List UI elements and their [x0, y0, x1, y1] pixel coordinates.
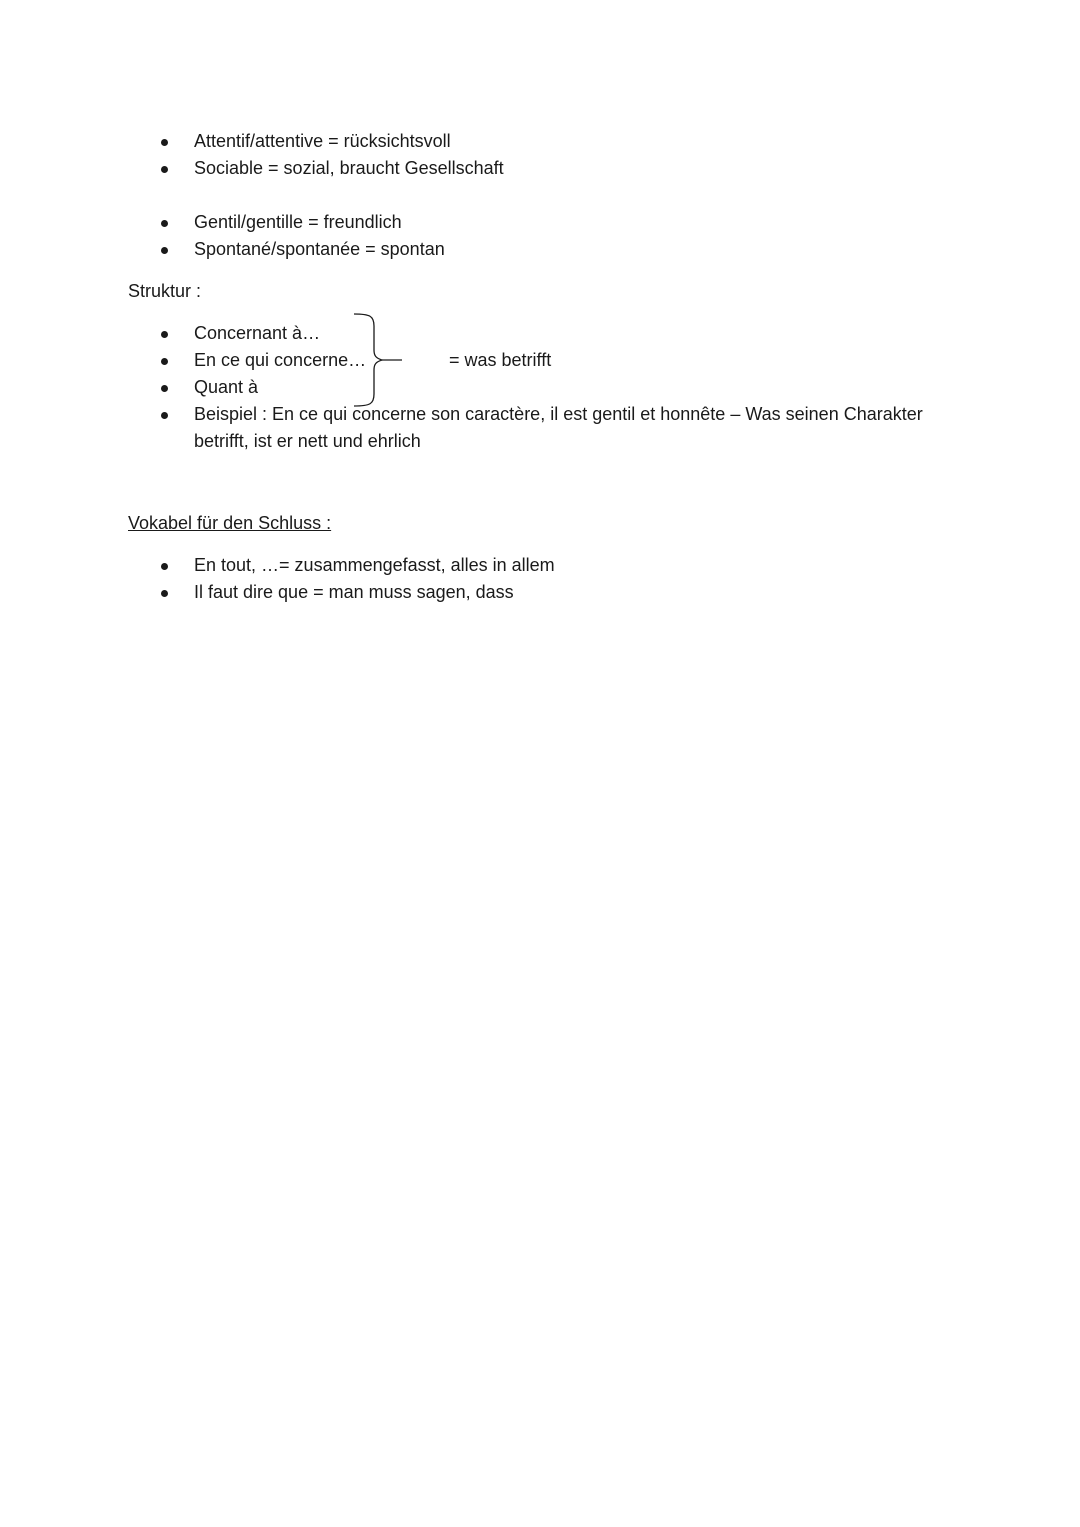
list-item: En tout, …= zusammengefasst, alles in allem	[128, 552, 555, 579]
bullet-icon	[161, 385, 168, 392]
adjective-list-2	[128, 209, 445, 263]
list-item: Gentil/gentille = freundlich	[128, 209, 445, 236]
brace-meaning: = was betrifft	[449, 350, 552, 370]
list-item: Spontané/spontanée = spontan	[128, 236, 445, 263]
bullet-icon	[161, 412, 168, 419]
bullet-icon	[161, 331, 168, 338]
bullet-icon	[161, 220, 168, 227]
list-item: Sociable = sozial, braucht Gesellschaft	[128, 155, 504, 182]
curly-brace-icon	[352, 312, 408, 408]
example-item: Beispiel : En ce qui concerne son caractère, il est gentil et honnête – Was seinen Charakter betrifft, ist er nett und ehrlich	[128, 401, 948, 455]
list-item: Concernant à…	[128, 320, 948, 347]
bullet-icon	[161, 166, 168, 173]
list-item: Il faut dire que = man muss sagen, dass	[128, 579, 555, 606]
bullet-icon	[161, 563, 168, 570]
bullet-icon	[161, 590, 168, 597]
conclusion-list	[128, 552, 555, 606]
bullet-icon	[161, 247, 168, 254]
bullet-icon	[161, 358, 168, 365]
conclusion-heading: Vokabel für den Schluss :	[128, 513, 332, 533]
bullet-icon	[161, 139, 168, 146]
structure-heading: Struktur :	[128, 281, 202, 301]
adjective-list-1	[128, 128, 504, 182]
structure-list	[128, 320, 948, 455]
list-item: Quant à	[128, 374, 948, 401]
list-item: Attentif/attentive = rücksichtsvoll	[128, 128, 504, 155]
list-item: En ce qui concerne…	[128, 347, 948, 374]
